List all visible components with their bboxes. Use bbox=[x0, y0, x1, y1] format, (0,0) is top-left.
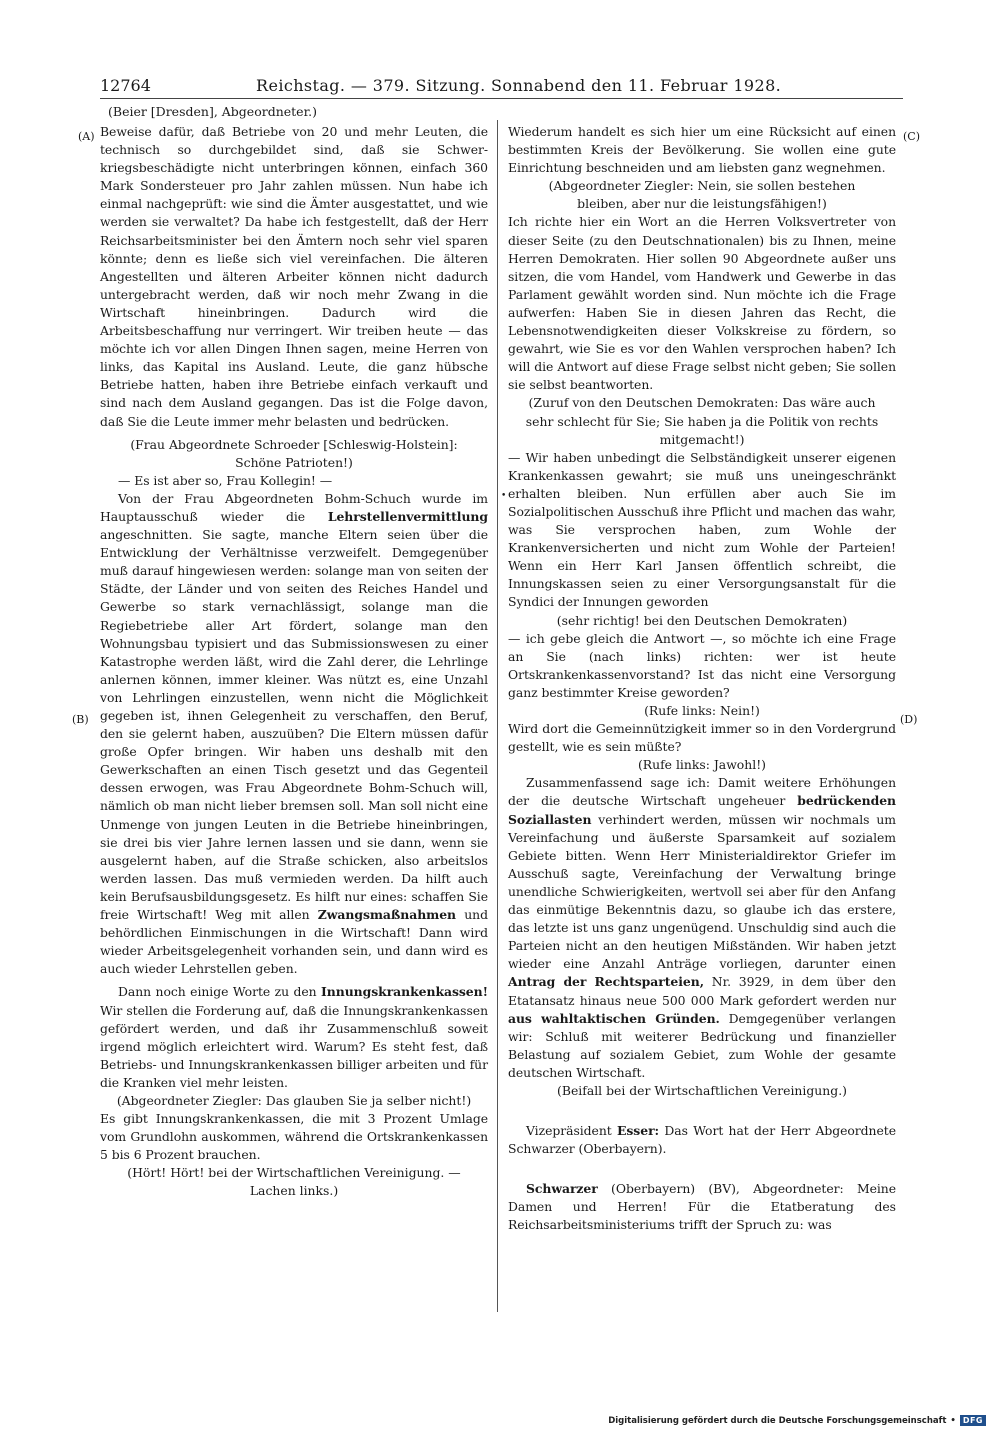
paragraph: Beweise dafür, daß Betriebe von 20 und mehr Leuten, die technisch so durchgebildet sind, daß sie Schwer-kriegsbeschädigte nicht unterbringen können, einfach 360 Mark Sondersteuer pro Jahr zahlen müssen. Nun habe ich einmal nachgeprüft: wie sind die Ämter ausgestattet, und wie werden sie verwaltet? Da habe ich festgestellt, daß der Herr Reichsarbeitsminister bei den Ämtern noch sehr viel sparen könnte; denn es ließe sich viel vereinfachen. Die älteren Angestellten und älteren Arbeiter können nicht dadurch untergebracht werden, daß wir noch mehr Zwang in die Wirtschaft hineinbringen. Dadurch wird die Arbeitsbeschaffung nur verringert. Wir treiben heute — das möchte ich vor allen Dingen Ihnen sagen, meine Herren von links, das Kapital ins Ausland. Leute, die ganz hübsche Betriebe hatten, haben ihre Betriebe einfach verkauft und sind nach dem Ausland gegangen. Das ist die Folge davon, daß Sie die Leute immer mehr belasten und bedrücken. bbox=[100, 124, 488, 429]
credit-text: Digitalisierung gefördert durch die Deutsche Forschungsgemeinschaft bbox=[608, 1415, 947, 1426]
interjection: (Abgeordneter Ziegler: Das glauben Sie ja selber nicht!) bbox=[116, 1092, 472, 1108]
paragraph: Von der Frau Abgeordneten Bohm-Schuch wurde im Hauptausschuß wieder die Lehrstellenvermittlung angeschnitten. Sie sagte, manche Eltern seien über die Entwicklung der Verhältnisse verzweifelt. Demgegenüber muß darauf hingewiesen werden: solange man von seiten der Städte, der Länder und von seiten des Reiches Handel und Gewerbe so stark vernachlässigt, solange man die Regiebetriebe aller Art fördert, solange man den Wohnungsbau typisiert und das Submissionswesen zu einer Katastrophe werden läßt, wird die Zahl derer, die Lehrlinge anlernen können, immer kleiner. Was nützt es, eine Unzahl von Lehrlingen einzustellen, wenn nicht die Möglichkeit gegeben ist, ihnen Gelegenheit zu verschaffen, den Beruf, den sie gelernt haben, auszuüben? Die Eltern müssen dafür große Opfer bringen. Wir haben uns deshalb mit den Gewerkschaften an einen Tisch gesetzt und das Gegenteil dessen erwogen, was Frau Abgeordnete Bohm-Schuch will, nämlich ob man nicht lieber bremsen soll. Man soll nicht eine Unmenge von jungen Leuten in die Betriebe hineinbringen, sie drei bis vier Jahre lernen lassen und sie dann, wenn sie ausgelernt haben, auf die Straße schicken, also arbeitslos werden lassen. Das muß vermieden werden. Da hilft auch kein Berufsausbildungsgesetz. Es hilft nur eines: schaffen Sie freie Wirtschaft! Weg mit allen Zwangsmaßnahmen und behördlichen Einmischungen in die Wirtschaft! Dann wird wieder Arbeitsgelegenheit vorhanden sein, und dann wird es auch wieder Lehrstellen geben. bbox=[100, 490, 488, 977]
paragraph: Zusammenfassend sage ich: Damit weitere Erhöhungen der die deutsche Wirtschaft ungeheuer bedrückenden Soziallasten verhindert werden, müssen wir nochmals um Vereinfachung und äußerste Sparsamkeit auf sozialem Gebiete bitten. Wenn Herr Ministerialdirektor Griefer im Ausschuß sagte, Vereinfachung der Verwaltung bringe unendliche Schwierigkeiten, wertvoll sei aber für den Anfang das einmütige Bekenntnis dazu, so glaube ich das erstere, das letzte ist uns ganz ungenügend. Unschuldig sind auch die Parteien nicht an den heutigen Mißständen. Wir haben jetzt wieder eine Anzahl Anträge vorliegen, darunter einen Antrag der Rechtsparteien, Nr. 3929, in dem über den Etatansatz hinaus neue 500 000 Mark gefordert werden nur aus wahltaktischen Gründen. Demgegenüber verlangen wir: Schluß mit weiterer Bedrückung und finanzieller Belastung auf sozialem Gebiet, zum Wohle der gesamte deutschen Wirtschaft. bbox=[508, 775, 896, 1080]
paragraph: Wiederum handelt es sich hier um eine Rücksicht auf einen bestimmten Kreis der Bevölkerung. Sie wollen eine gute Einrichtung beschneiden und am liebsten ganz wegnehmen. bbox=[508, 124, 896, 176]
paragraph: Schwarzer (Oberbayern) (BV), Abgeordneter: Meine Damen und Herren! Für die Etatberatung des Reichsarbeitsministeriums trifft der Spruch zu: was bbox=[508, 1181, 896, 1233]
margin-mark-a: (A) bbox=[78, 130, 95, 143]
margin-mark-b: (B) bbox=[72, 713, 89, 726]
dfg-logo-icon: DFG bbox=[960, 1415, 986, 1426]
interjection: (Zuruf von den Deutschen Demokraten: Das wäre auch sehr schlecht für Sie; Sie haben ja die Politik von rechts mitgemacht!) bbox=[525, 395, 879, 447]
divider-mark-icon: • bbox=[501, 491, 507, 501]
paragraph: — Es ist aber so, Frau Kollegin! — bbox=[118, 472, 333, 488]
interjection: (sehr richtig! bei den Deutschen Demokraten) bbox=[556, 612, 848, 628]
footer-credit bbox=[608, 1415, 986, 1426]
bold-term: Antrag der Rechtsparteien, bbox=[508, 974, 704, 990]
paragraph: Dann noch einige Worte zu den Innungskrankenkassen! Wir stellen die Forderung auf, daß die Innungskrankenkassen gefördert werden, und daß ihr Zusammenschluß soweit irgend möglich erleichtert wird. Warum? Es steht fest, daß Betriebs- und Innungskrankenkassen billiger arbeiten und für die Kranken viel mehr leisten. bbox=[100, 984, 488, 1090]
speaker-reference: (Beier [Dresden], Abgeordneter.) bbox=[108, 104, 318, 119]
interjection: (Beifall bei der Wirtschaftlichen Vereinigung.) bbox=[557, 1082, 847, 1098]
speaker-name: Esser: bbox=[616, 1123, 660, 1139]
paragraph: — ich gebe gleich die Antwort —, so möchte ich eine Frage an Sie (nach links) richten: wer ist heute Ortskrankenkassenvorstand? Ist das nicht eine Versorgung ganz bestimmter Kreise geworden? bbox=[508, 630, 896, 700]
separator-icon: • bbox=[950, 1415, 956, 1426]
bold-term: Zwangsmaßnahmen bbox=[317, 907, 457, 923]
bold-term: bedrückenden Soziallasten bbox=[508, 793, 896, 827]
running-header bbox=[100, 76, 903, 99]
paragraph: — Wir haben unbedingt die Selbständigkeit unserer eigenen Krankenkassen gewahrt; sie muß uns uneingeschränkt erhalten bleiben. Nun erfüllen aber auch Sie im Sozialpolitischen Ausschuß ihre Pflicht und machen das wahr, was Sie versprochen haben, zum Wohle der Krankenversicherten und nicht zum Wohle der Parteien! Wenn ein Herr Karl Jansen öffentlich schreibt, die Innungskassen seien zu einer Versorgungsanstalt für die Syndici der Innungen geworden bbox=[508, 449, 896, 610]
interjection: (Hört! Hört! bei der Wirtschaftlichen Vereinigung. — Lachen links.) bbox=[127, 1165, 461, 1199]
paragraph: Vizepräsident Esser: Das Wort hat der Herr Abgeordnete Schwarzer (Oberbayern). bbox=[508, 1123, 896, 1157]
paragraph: Wird dort die Gemeinnützigkeit immer so in den Vordergrund gestellt, wie es sein müßte? bbox=[508, 721, 896, 755]
margin-mark-d: (D) bbox=[900, 713, 918, 726]
margin-mark-c: (C) bbox=[903, 130, 920, 143]
interjection: (Rufe links: Jawohl!) bbox=[637, 757, 767, 773]
paragraph: Es gibt Innungskrankenkassen, die mit 3 Prozent Umlage vom Grundlohn auskommen, während die Ortskrankenkassen 5 bis 6 Prozent brauchen. bbox=[100, 1111, 488, 1163]
interjection: (Frau Abgeordnete Schroeder [Schleswig-Holstein]: Schöne Patrioten!) bbox=[130, 436, 458, 470]
bold-term: aus wahltaktischen Gründen. bbox=[508, 1010, 720, 1026]
page-number: 12764 bbox=[100, 76, 151, 95]
running-title: Reichstag. — 379. Sitzung. Sonnabend den 11. Februar 1928. bbox=[256, 76, 782, 95]
interjection: (Abgeordneter Ziegler: Nein, sie sollen bestehen bleiben, aber nur die leistungsfähigen!) bbox=[548, 178, 856, 212]
bold-term: Innungskrankenkassen! bbox=[321, 984, 488, 1000]
column-divider bbox=[497, 120, 498, 1312]
bold-term: Lehrstellenvermittlung bbox=[327, 508, 488, 524]
left-column bbox=[100, 123, 488, 1201]
interjection: (Rufe links: Nein!) bbox=[644, 703, 760, 718]
right-column bbox=[508, 123, 896, 1235]
speaker-name: Schwarzer bbox=[526, 1181, 598, 1197]
paragraph: Ich richte hier ein Wort an die Herren Volksvertreter von dieser Seite (zu den Deutschnationalen) bis zu Ihnen, meine Herren Demokraten. Hier sollen 90 Abgeordnete außer uns sitzen, die vom Handel, vom Handwerk und Gewerbe in das Parlament gewählt worden sind. Nun möchte ich die Frage aufwerfen: Haben Sie in diesen Jahren das Recht, die Lebensnotwendigkeiten dieser Volkskreise zu fördern, so gewahrt, wie Sie es vor den Wahlen versprochen haben? Ich will die Antwort auf diese Frage selbst nicht geben; Sie sollen sie selbst beantworten. bbox=[508, 214, 896, 393]
